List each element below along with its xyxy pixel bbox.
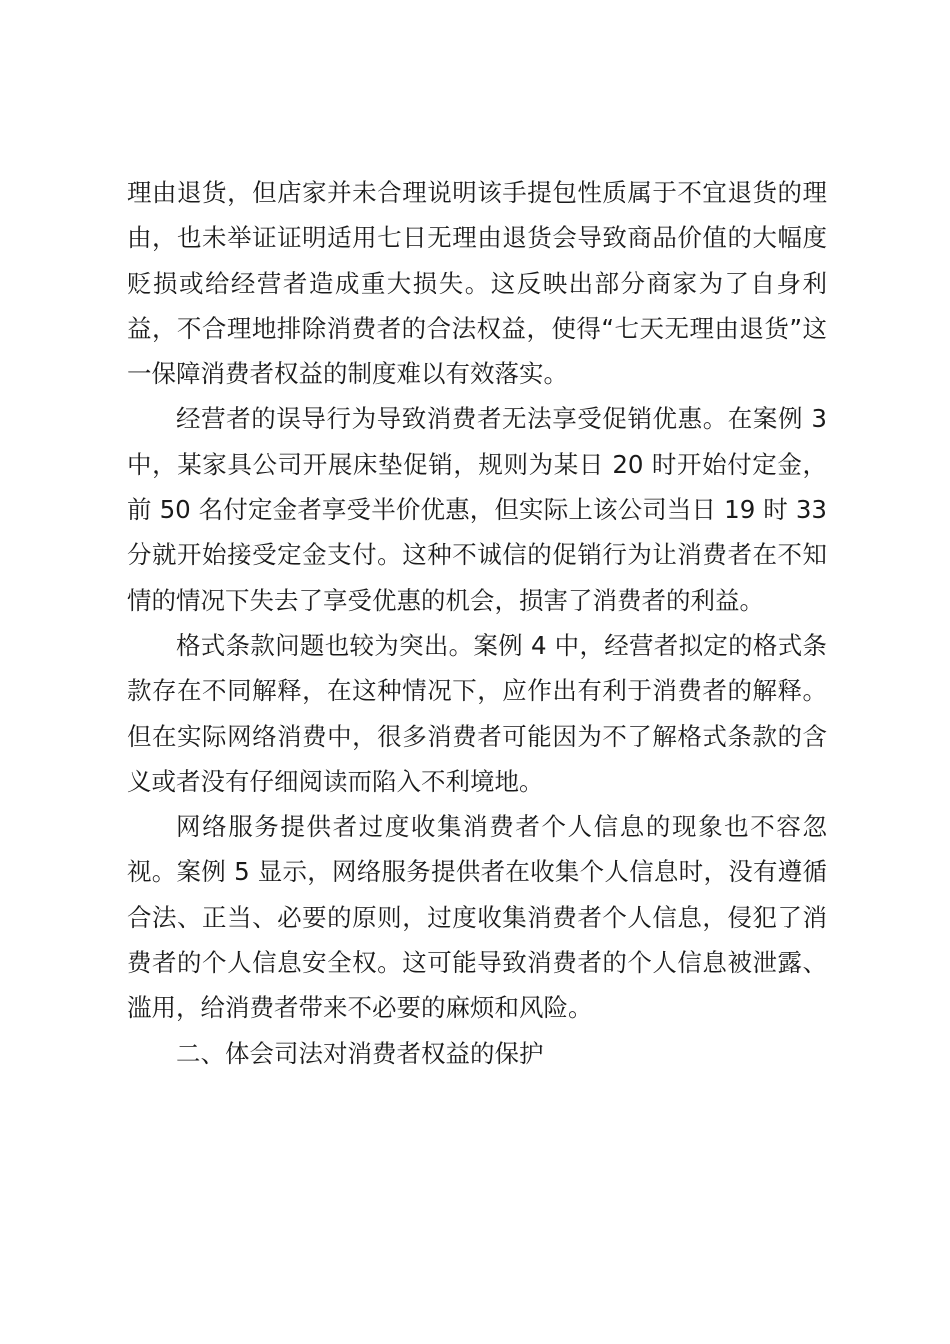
- paragraph-personal-information: 网络服务提供者过度收集消费者个人信息的现象也不容忽视。案例 5 显示，网络服务提供者在收集个人信息时，没有遵循合法、正当、必要的原则，过度收集消费者个人信息，侵犯了消费者的个人信息安全权。这可能导致消费者的个人信息被泄露、滥用，给消费者带来不必要的麻烦和风险。: [127, 812, 827, 1023]
- paragraph-standard-terms: 格式条款问题也较为突出。案例 4 中，经营者拟定的格式条款存在不同解释，在这种情况下，应作出有利于消费者的解释。但在实际网络消费中，很多消费者可能因为不了解格式条款的含义或者没有仔细阅读而陷入不利境地。: [127, 630, 827, 796]
- paragraph-misleading-promotion: 经营者的误导行为导致消费者无法享受促销优惠。在案例 3 中，某家具公司开展床垫促销，规则为某日 20 时开始付定金，前 50 名付定金者享受半价优惠，但实际上该公司当日 19 时 33 分就开始接受定金支付。这种不诚信的促销行为让消费者在不知情的情况下失去了享受优惠的机会，损害了消费者的利益。: [127, 404, 827, 615]
- section-heading: 二、体会司法对消费者权益的保护: [176, 1038, 544, 1068]
- paragraph-continuation: 理由退货，但店家并未合理说明该手提包性质属于不宜退货的理由，也未举证证明适用七日无理由退货会导致商品价值的大幅度贬损或给经营者造成重大损失。这反映出部分商家为了自身利益，不合理地排除消费者的合法权益，使得“七天无理由退货”这一保障消费者权益的制度难以有效落实。: [127, 178, 827, 389]
- document-body: [127, 170, 827, 1076]
